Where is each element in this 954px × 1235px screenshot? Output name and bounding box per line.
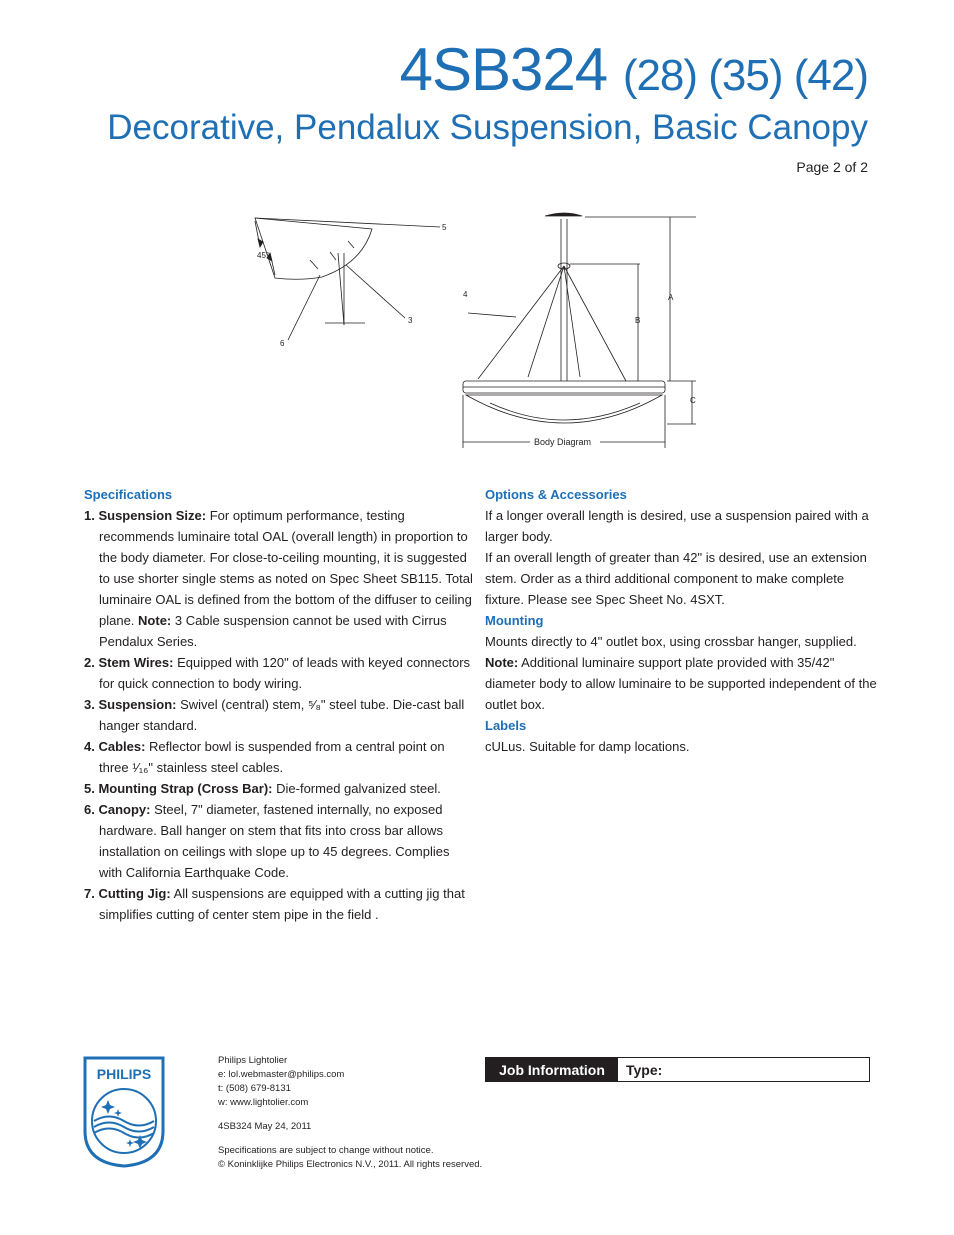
contact-block bbox=[218, 1054, 482, 1172]
pendant-body bbox=[463, 213, 696, 448]
spec-item-label: 4. Cables: bbox=[84, 739, 146, 754]
page-title bbox=[399, 36, 868, 103]
specifications-list bbox=[84, 505, 476, 925]
diagram-label-5: 5 bbox=[442, 223, 447, 232]
spec-item-text: Die-formed galvanized steel. bbox=[272, 781, 441, 796]
copyright: © Koninklijke Philips Electronics N.V., 2011. All rights reserved. bbox=[218, 1159, 483, 1170]
mounting-heading: Mounting bbox=[485, 613, 544, 628]
right-column bbox=[485, 484, 877, 757]
options-heading: Options & Accessories bbox=[485, 487, 627, 502]
diagram-caption: Body Diagram bbox=[534, 437, 592, 447]
contact-email: e: lol.webmaster@philips.com bbox=[218, 1069, 345, 1080]
spec-item bbox=[84, 799, 476, 883]
philips-wordmark: PHILIPS bbox=[96, 1066, 152, 1082]
options-text-2: If an overall length of greater than 42" is desired, use an extension stem. Order as a third additional component to make complete fixture. Please see Spec Sheet No. 4SXT. bbox=[485, 550, 867, 607]
contact-phone: t: (508) 679-8131 bbox=[218, 1083, 291, 1094]
dimension-c: C bbox=[690, 396, 696, 405]
philips-shield-logo bbox=[82, 1055, 166, 1169]
diagram-label-6: 6 bbox=[280, 339, 285, 348]
model-number: 4SB324 bbox=[399, 36, 608, 103]
page-number: Page 2 of 2 bbox=[796, 159, 868, 175]
labels-text: cULus. Suitable for damp locations. bbox=[485, 739, 690, 754]
spec-item bbox=[84, 778, 476, 799]
labels-heading: Labels bbox=[485, 718, 527, 733]
spec-item-label: 3. Suspension: bbox=[84, 697, 177, 712]
mounting-note-text: Additional luminaire support plate provided with 35/42" diameter body to allow luminaire to be supported independent of the outlet box. bbox=[485, 655, 877, 712]
specifications-heading: Specifications bbox=[84, 487, 173, 502]
spec-item bbox=[84, 652, 476, 694]
spec-item-label: 2. Stem Wires: bbox=[84, 655, 174, 670]
spec-note-text: 3 Cable suspension cannot be used with Cirrus Pendalux Series. bbox=[99, 613, 447, 649]
spec-item-text: Reflector bowl is suspended from a central point on three ¹⁄₁₆" stainless steel cables. bbox=[99, 739, 445, 775]
model-sizes: (28) (35) (42) bbox=[622, 51, 868, 100]
spec-item-label: 5. Mounting Strap (Cross Bar): bbox=[84, 781, 273, 796]
spec-item-text: Equipped with 120" of leads with keyed connectors for quick connection to body wiring. bbox=[99, 655, 471, 691]
company-name: Philips Lightolier bbox=[218, 1055, 288, 1066]
body-diagram bbox=[250, 205, 710, 455]
diagram-label-3: 3 bbox=[408, 316, 413, 325]
model-date: 4SB324 May 24, 2011 bbox=[218, 1121, 312, 1132]
mounting-text: Mounts directly to 4" outlet box, using crossbar hanger, supplied. bbox=[485, 634, 857, 649]
options-text-1: If a longer overall length is desired, use a suspension paired with a larger body. bbox=[485, 508, 869, 544]
spec-note-label: Note: bbox=[138, 613, 172, 628]
mounting-note bbox=[485, 652, 877, 715]
page-subtitle: Decorative, Pendalux Suspension, Basic Canopy bbox=[107, 108, 868, 147]
spec-item-text: For optimum performance, testing recommends luminaire total OAL (overall length) in proportion to the body diameter. For close-to-ceiling mounting, it is suggested to use shorter single stems as noted on Spec Sheet SB115. Total luminaire OAL is defined from the bottom of the diffuser to ceiling plane. bbox=[99, 508, 473, 628]
diagram-label-45: 45° bbox=[257, 251, 270, 260]
spec-item-label: 7. Cutting Jig: bbox=[84, 886, 171, 901]
job-information-box bbox=[485, 1057, 870, 1082]
contact-web: w: www.lightolier.com bbox=[218, 1097, 309, 1108]
dimension-a: A bbox=[668, 293, 674, 302]
spec-item-text: All suspensions are equipped with a cutting jig that simplifies cutting of center stem pipe in the field . bbox=[99, 886, 465, 922]
spec-item bbox=[84, 736, 476, 778]
diagram-label-4: 4 bbox=[463, 290, 468, 299]
spec-item-text: Swivel (central) stem, ⁵⁄₈" steel tube. Die-cast ball hanger standard. bbox=[99, 697, 465, 733]
spec-item bbox=[84, 694, 476, 736]
specifications-section bbox=[84, 484, 476, 925]
spec-item-label: 1. Suspension Size: bbox=[84, 508, 207, 523]
job-information-label: Job Information bbox=[486, 1058, 618, 1081]
spec-item bbox=[84, 883, 476, 925]
job-type-field[interactable]: Type: bbox=[626, 1061, 663, 1078]
spec-item-label: 6. Canopy: bbox=[84, 802, 151, 817]
mounting-note-label: Note: bbox=[485, 655, 519, 670]
spec-item bbox=[84, 505, 476, 652]
disclaimer: Specifications are subject to change without notice. bbox=[218, 1145, 434, 1156]
spec-item-text: Steel, 7" diameter, fastened internally, no exposed hardware. Ball hanger on stem that fits into cross bar allows installation on ceilings with slope up to 45 degrees. Complies with California Earthquake Code. bbox=[99, 802, 450, 880]
dimension-b: B bbox=[635, 316, 641, 325]
